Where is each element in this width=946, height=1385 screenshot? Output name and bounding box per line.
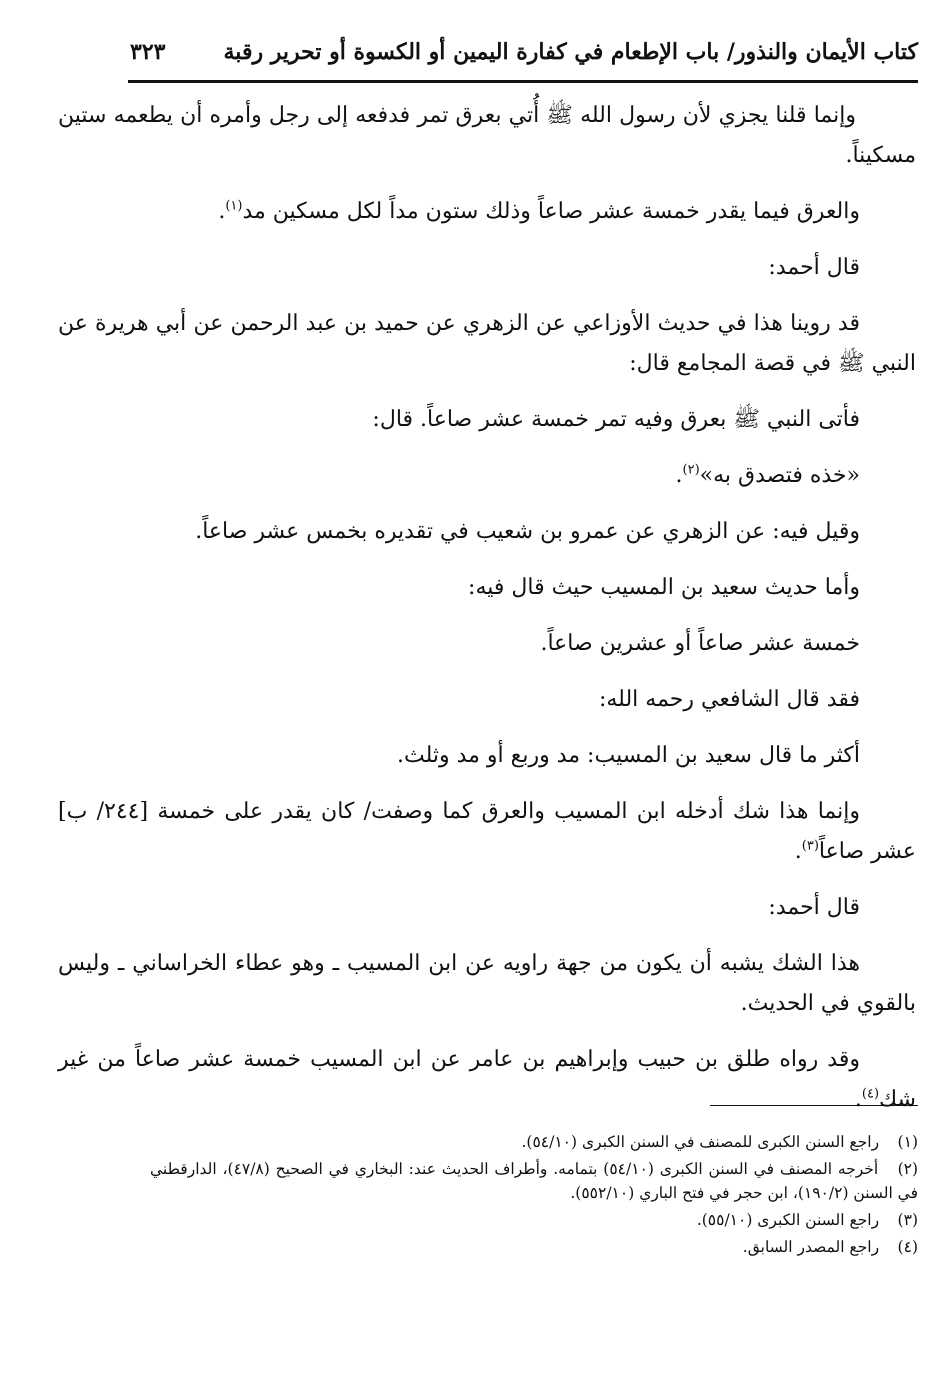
paragraph: فقد قال الشافعي رحمه الله:: [598, 687, 860, 712]
paragraph: وإنما قلنا يجزي لأن رسول الله ﷺ أُتي بعرق تمر فدفعه إلى رجل وأمره أن يطعمه ستين مسكيناً.: [58, 103, 916, 168]
paragraph: قد روينا هذا في حديث الأوزاعي عن الزهري عن حميد بن عبد الرحمن عن أبي هريرة عن النبي ﷺ في قصة المجامع قال:: [58, 311, 916, 376]
running-title: كتاب الأيمان والنذور/ باب الإطعام في كفارة اليمين أو الكسوة أو تحرير رقبة: [223, 39, 918, 65]
paragraph: وقيل فيه: عن الزهري عن عمرو بن شعيب في تقديره بخمس عشر صاعاً.: [195, 519, 860, 544]
main-text: [58, 96, 916, 1136]
footnote-ref[interactable]: (٣): [801, 838, 819, 854]
footnote-ref[interactable]: (٤): [861, 1086, 880, 1102]
paragraph: «خذه فتصدق به»$^{(٢)}$.: [675, 462, 860, 488]
footnote-number: (٢): [897, 1160, 919, 1178]
paragraph: قال أحمد:: [768, 255, 860, 280]
header-divider: [128, 80, 918, 83]
footnote-text: أخرجه المصنف في السنن الكبرى (٥٤/١٠) بتمامه. وأطراف الحديث عند: البخاري في الصحيح (٤٧/٨)، الدارقطني في السنن (١٩٠/٢)، ابن حجر في فتح الباري (٥٥٢/١٠).: [150, 1160, 918, 1202]
paragraph: وأما حديث سعيد بن المسيب حيث قال فيه:: [468, 575, 860, 600]
footnote-text: راجع السنن الكبرى (٥٥/١٠).: [696, 1211, 880, 1229]
footnote-number: (٣): [897, 1211, 918, 1229]
paragraph: أكثر ما قال سعيد بن المسيب: مد وربع أو مد وثلث.: [396, 743, 860, 768]
page-number: ٣٢٣: [130, 39, 166, 65]
footnote: [150, 1235, 918, 1259]
paragraph: قال أحمد:: [768, 895, 860, 920]
footnote: [150, 1208, 918, 1232]
footnote-text: راجع السنن الكبرى للمصنف في السنن الكبرى (٥٤/١٠).: [521, 1133, 880, 1151]
paragraph: والعرق فيما يقدر خمسة عشر صاعاً وذلك ستون مداً لكل مسكين مد$^{(١)}$.: [218, 198, 860, 224]
footnote-ref[interactable]: (١): [225, 198, 243, 214]
footnote-text: راجع المصدر السابق.: [742, 1238, 880, 1256]
paragraph: خمسة عشر صاعاً أو عشرين صاعاً.: [540, 631, 860, 656]
footnote-number: (٤): [897, 1238, 918, 1256]
paragraph: وإنما هذا شك أدخله ابن المسيب والعرق كما وصفت/ كان يقدر على خمسة [٢٤٤/ ب] عشر صاعاً$^{(٣)}$.: [58, 799, 916, 864]
footnotes: [150, 1130, 918, 1262]
footnote: [150, 1130, 918, 1154]
footnote-number: (١): [897, 1133, 918, 1151]
paragraph: وقد رواه طلق بن حبيب وإبراهيم بن عامر عن ابن المسيب خمسة عشر صاعاً من غير شك$^{(٤)}$.: [58, 1047, 916, 1112]
footnote-ref[interactable]: (٢): [682, 462, 700, 478]
running-header: [130, 30, 918, 74]
footnote: [150, 1157, 918, 1205]
paragraph: هذا الشك يشبه أن يكون من جهة راويه عن ابن المسيب ـ وهو عطاء الخراساني ـ وليس بالقوي في الحديث.: [58, 951, 916, 1016]
footnote-divider: [710, 1105, 918, 1106]
paragraph: فأتى النبي ﷺ بعرق وفيه تمر خمسة عشر صاعاً. قال:: [372, 407, 860, 432]
